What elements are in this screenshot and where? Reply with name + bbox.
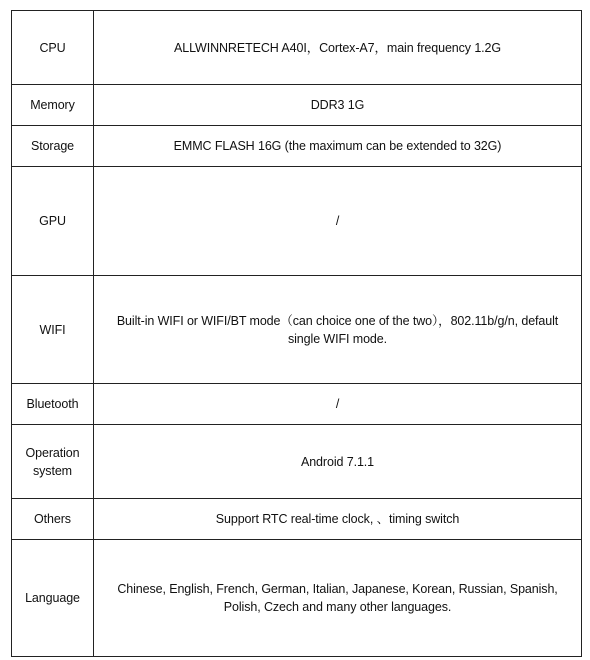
row-label: Others (12, 499, 94, 540)
row-label: Operation system (12, 425, 94, 499)
row-value: Built-in WIFI or WIFI/BT mode（can choice one of the two），802.11b/g/n, default single WIFI mode. (94, 276, 582, 384)
row-value: DDR3 1G (94, 85, 582, 126)
row-value: Android 7.1.1 (94, 425, 582, 499)
table-row (12, 384, 582, 425)
row-label: GPU (12, 167, 94, 276)
row-label: Memory (12, 85, 94, 126)
row-label: WIFI (12, 276, 94, 384)
row-label: CPU (12, 11, 94, 85)
table-row (12, 167, 582, 276)
row-value: / (94, 384, 582, 425)
table-row (12, 126, 582, 167)
row-value: Support RTC real-time clock, 、timing switch (94, 499, 582, 540)
table-row (12, 85, 582, 126)
table-row (12, 499, 582, 540)
row-value: ALLWINNRETECH A40I，Cortex-A7，main frequency 1.2G (94, 11, 582, 85)
table-row (12, 11, 582, 85)
row-label: Storage (12, 126, 94, 167)
table-row (12, 425, 582, 499)
row-value: Chinese, English, French, German, Italian, Japanese, Korean, Russian, Spanish, Polish, Czech and many other languages. (94, 540, 582, 657)
table-row (12, 540, 582, 657)
table-row (12, 276, 582, 384)
row-value: EMMC FLASH 16G (the maximum can be extended to 32G) (94, 126, 582, 167)
spec-table (11, 10, 582, 657)
row-value: / (94, 167, 582, 276)
row-label: Language (12, 540, 94, 657)
row-label: Bluetooth (12, 384, 94, 425)
